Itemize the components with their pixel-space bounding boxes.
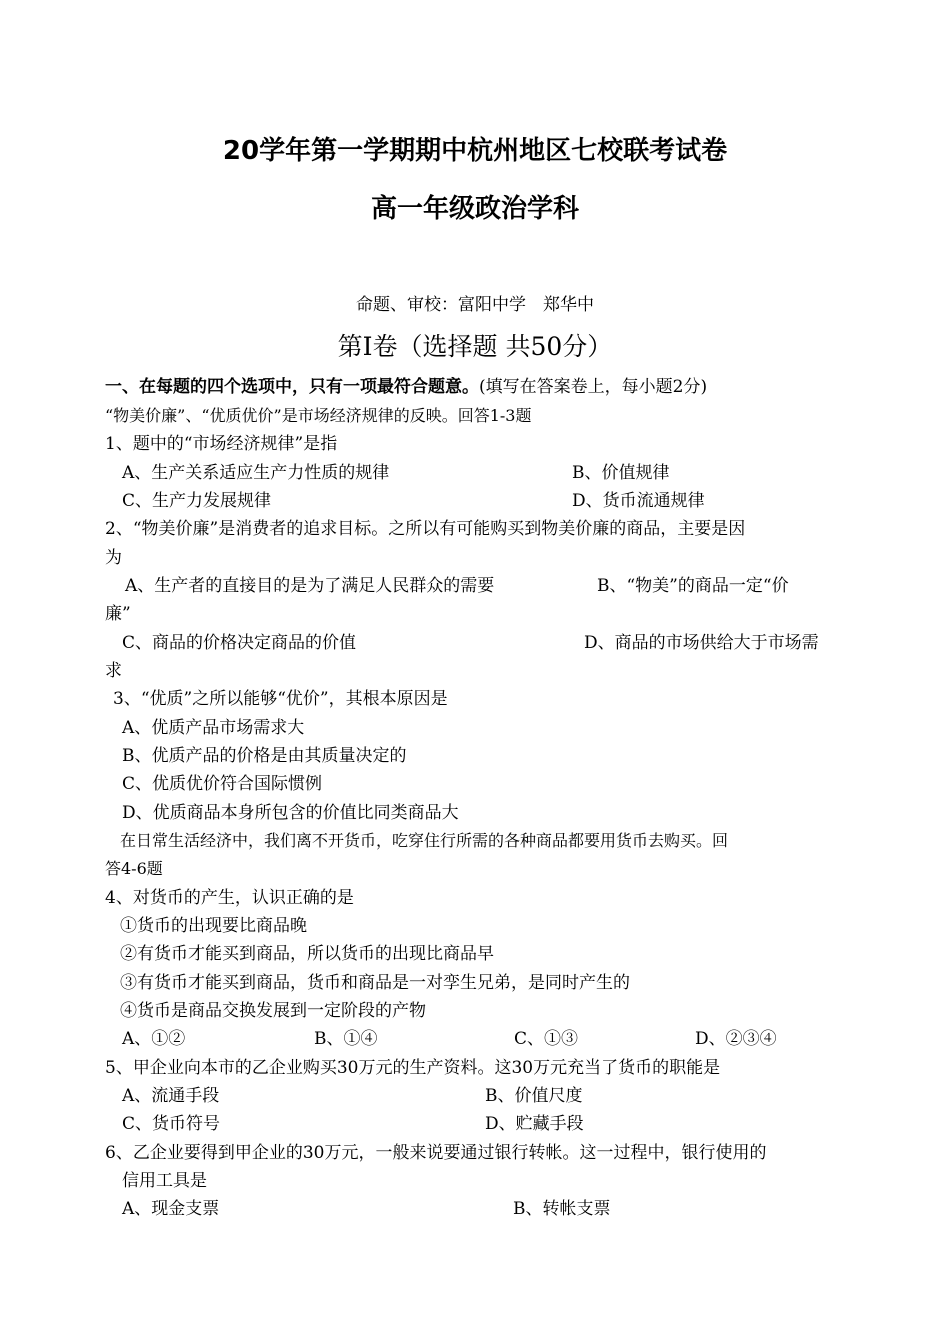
q2-option-a: A、生产者的直接目的是为了满足人民群众的需要: [125, 576, 495, 596]
q1-option-a: A、生产关系适应生产力性质的规律: [122, 463, 390, 483]
q4-statement-2: ②有货币才能买到商品，所以货币的出现比商品早: [120, 944, 494, 964]
q4-stem: 4、对货币的产生，认识正确的是: [105, 888, 354, 908]
q2-option-b-cont: 廉”: [105, 604, 131, 624]
q4-option-b: B、①④: [314, 1029, 378, 1049]
exam-subtitle: 高一年级政治学科: [370, 194, 579, 224]
q2-option-d: D、商品的市场供给大于市场需: [584, 633, 819, 653]
instruction-bold: 一、在每题的四个选项中，只有一项最符合题意。: [105, 377, 479, 397]
q2-stem: 2、“物美价廉”是消费者的追求目标。之所以有可能购买到物美价廉的商品，主要是因: [105, 519, 746, 539]
q6-option-b: B、转帐支票: [513, 1199, 611, 1219]
q4-statement-1: ①货币的出现要比商品晚: [120, 916, 307, 936]
q5-option-a: A、流通手段: [122, 1086, 220, 1106]
q4-option-a: A、①②: [122, 1029, 186, 1049]
q4-option-d: D、②③④: [695, 1029, 777, 1049]
q3-option-b: B、优质产品的价格是由其质量决定的: [122, 746, 407, 766]
intro-q1-3: “物美价廉”、“优质优价”是市场经济规律的反映。回答1-3题: [105, 406, 532, 425]
intro-q4-6-cont: 答4-6题: [105, 859, 163, 878]
q2-option-d-cont: 求: [105, 661, 122, 681]
q5-option-b: B、价值尺度: [485, 1086, 583, 1106]
q2-option-c: C、商品的价格决定商品的价值: [122, 633, 357, 653]
q5-stem: 5、甲企业向本市的乙企业购买30万元的生产资料。这30万元充当了货币的职能是: [105, 1058, 721, 1078]
q5-option-c: C、货币符号: [122, 1114, 221, 1134]
intro-q4-6: 在日常生活经济中，我们离不开货币，吃穿住行所需的各种商品都要用货币去购买。回: [120, 831, 729, 850]
q3-option-d: D、优质商品本身所包含的价值比同类商品大: [122, 803, 459, 823]
q1-option-b: B、价值规律: [572, 463, 670, 483]
q3-stem: 3、“优质”之所以能够“优价”，其根本原因是: [113, 689, 448, 709]
q3-option-a: A、优质产品市场需求大: [122, 718, 305, 738]
section-heading: 第Ⅰ卷（选择题 共50分）: [337, 332, 613, 361]
q6-stem: 6、乙企业要得到甲企业的30万元，一般来说要通过银行转帐。这一过程中，银行使用的: [105, 1143, 767, 1163]
q4-statement-4: ④货币是商品交换发展到一定阶段的产物: [120, 1001, 426, 1021]
instruction-line: [105, 376, 707, 398]
q2-stem-cont: 为: [105, 548, 122, 568]
q1-option-c: C、生产力发展规律: [122, 491, 272, 511]
authors-line: 命题、审校：富阳中学 郑华中: [356, 295, 594, 315]
q5-option-d: D、贮藏手段: [485, 1114, 584, 1134]
q6-option-a: A、现金支票: [122, 1199, 220, 1219]
q6-stem-cont: 信用工具是: [122, 1171, 207, 1191]
q4-option-c: C、①③: [514, 1029, 579, 1049]
instruction-note: (填写在答案卷上，每小题2分): [479, 377, 708, 397]
exam-title: 20学年第一学期期中杭州地区七校联考试卷: [222, 136, 728, 166]
q4-statement-3: ③有货币才能买到商品，货币和商品是一对孪生兄弟，是同时产生的: [120, 973, 630, 993]
q1-option-d: D、货币流通规律: [572, 491, 705, 511]
q3-option-c: C、优质优价符合国际惯例: [122, 774, 323, 794]
q1-stem: 1、题中的“市场经济规律”是指: [105, 434, 338, 454]
q2-option-b: B、“物美”的商品一定“价: [597, 576, 789, 596]
